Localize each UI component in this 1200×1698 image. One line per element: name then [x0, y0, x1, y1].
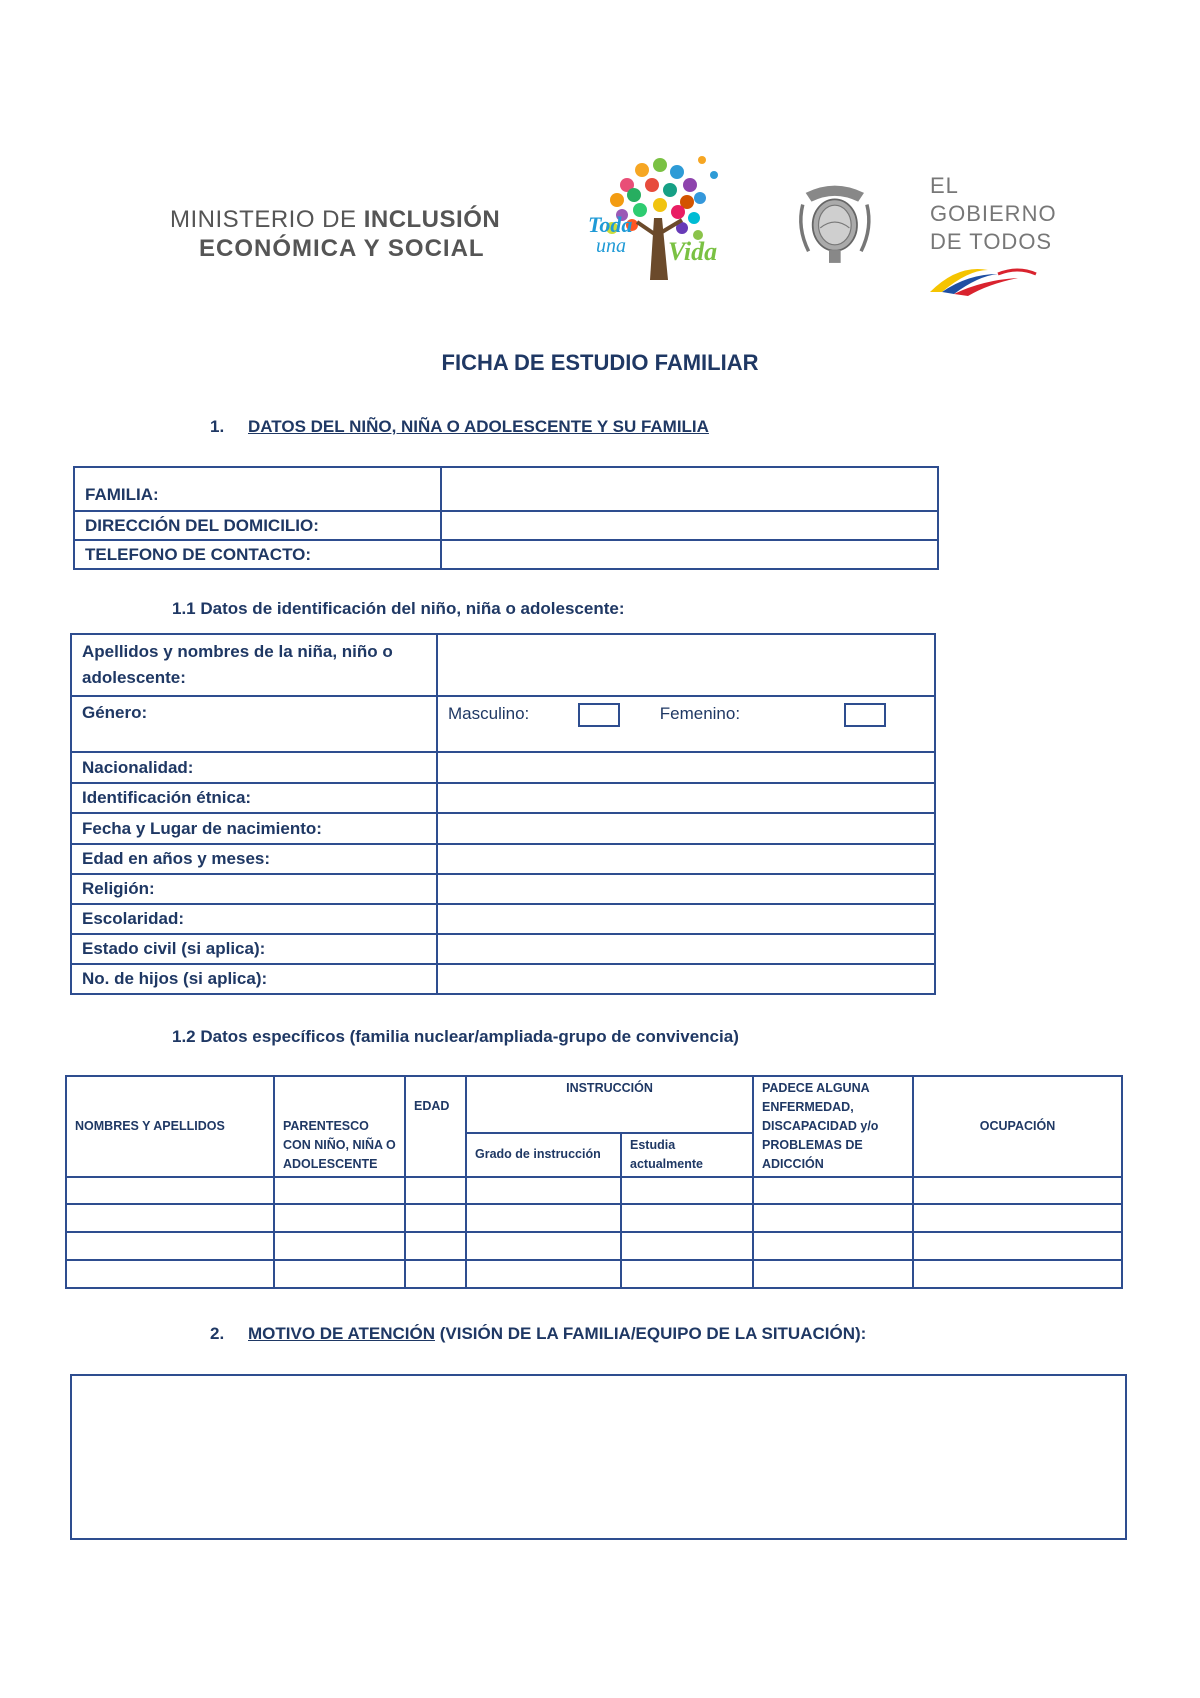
edad-value[interactable]	[437, 844, 935, 874]
cell[interactable]	[621, 1177, 753, 1204]
gender-label: Género:	[71, 696, 437, 752]
gender-options	[437, 696, 935, 752]
name-label: Apellidos y nombres de la niña, niño o adolescente:	[71, 634, 437, 696]
section2-heading	[210, 1324, 866, 1344]
gov-line2: GOBIERNO	[930, 201, 1057, 226]
section1-title: DATOS DEL NIÑO, NIÑA O ADOLESCENTE Y SU FAMILIA	[248, 417, 709, 436]
cell[interactable]	[753, 1232, 913, 1260]
ministry-line2: ECONÓMICA Y SOCIAL	[199, 235, 485, 262]
coat-of-arms-icon	[794, 150, 934, 300]
etnica-value[interactable]	[437, 783, 935, 813]
toda-una-vida-logo	[582, 140, 732, 290]
family-value[interactable]	[441, 467, 938, 511]
cell[interactable]	[405, 1232, 466, 1260]
table-row	[71, 904, 935, 934]
table-row	[66, 1260, 1122, 1288]
table-row	[74, 540, 938, 569]
phone-value[interactable]	[441, 540, 938, 569]
tree-logo-word-toda: Toda	[588, 212, 633, 237]
col-grado: Grado de instrucción	[466, 1133, 621, 1177]
section2-title-underlined: MOTIVO DE ATENCIÓN	[248, 1324, 435, 1343]
family-table	[73, 466, 939, 570]
cell[interactable]	[466, 1177, 621, 1204]
section1-number: 1.	[210, 417, 225, 436]
gobierno-de-todos-logo	[930, 172, 1057, 256]
cell[interactable]	[405, 1204, 466, 1232]
address-value[interactable]	[441, 511, 938, 540]
cell[interactable]	[466, 1232, 621, 1260]
femenino-label: Femenino:	[659, 704, 741, 724]
table-row	[71, 783, 935, 813]
cell[interactable]	[66, 1232, 274, 1260]
hijos-label: No. de hijos (si aplica):	[71, 964, 437, 994]
table-row	[74, 511, 938, 540]
cell[interactable]	[913, 1204, 1122, 1232]
ministry-logo	[170, 205, 500, 263]
cell[interactable]	[621, 1232, 753, 1260]
table-header-row	[66, 1076, 1122, 1133]
table-row	[71, 813, 935, 844]
tree-trunk-icon	[650, 218, 668, 280]
col-estudia: Estudia actualmente	[621, 1133, 753, 1177]
child-identification-table	[70, 633, 936, 995]
table-row	[71, 964, 935, 994]
cell[interactable]	[66, 1177, 274, 1204]
escolaridad-value[interactable]	[437, 904, 935, 934]
section2-title-rest: (VISIÓN DE LA FAMILIA/EQUIPO DE LA SITUACIÓN):	[435, 1324, 867, 1343]
col-nombres: NOMBRES Y APELLIDOS	[66, 1076, 274, 1177]
gov-line3: DE TODOS	[930, 229, 1053, 254]
cell[interactable]	[913, 1177, 1122, 1204]
cell[interactable]	[753, 1177, 913, 1204]
col-padece: PADECE ALGUNA ENFERMEDAD, DISCAPACIDAD y/o PROBLEMAS DE ADICCIÓN	[753, 1076, 913, 1177]
nacionalidad-value[interactable]	[437, 752, 935, 783]
nacimiento-label: Fecha y Lugar de nacimiento:	[71, 813, 437, 844]
cell[interactable]	[274, 1260, 405, 1288]
table-row	[71, 752, 935, 783]
hijos-value[interactable]	[437, 964, 935, 994]
masculino-label: Masculino:	[448, 704, 530, 724]
table-row	[66, 1232, 1122, 1260]
ministry-line1-light: MINISTERIO DE	[170, 206, 364, 233]
cell[interactable]	[913, 1260, 1122, 1288]
address-label: DIRECCIÓN DEL DOMICILIO:	[74, 511, 441, 540]
col-edad: EDAD	[405, 1076, 466, 1177]
table-row	[71, 634, 935, 696]
cell[interactable]	[66, 1204, 274, 1232]
col-parentesco: PARENTESCO CON NIÑO, NIÑA O ADOLESCENTE	[274, 1076, 405, 1177]
cell[interactable]	[466, 1204, 621, 1232]
cell[interactable]	[405, 1260, 466, 1288]
cell[interactable]	[66, 1260, 274, 1288]
masculino-checkbox[interactable]	[578, 703, 620, 727]
religion-label: Religión:	[71, 874, 437, 904]
flag-swoosh-icon	[928, 256, 1038, 296]
section2-number: 2.	[210, 1324, 225, 1343]
table-row	[71, 696, 935, 752]
cell[interactable]	[753, 1204, 913, 1232]
cell[interactable]	[274, 1204, 405, 1232]
nacionalidad-label: Nacionalidad:	[71, 752, 437, 783]
estado-civil-value[interactable]	[437, 934, 935, 964]
name-value[interactable]	[437, 634, 935, 696]
phone-label: TELEFONO DE CONTACTO:	[74, 540, 441, 569]
estado-civil-label: Estado civil (si aplica):	[71, 934, 437, 964]
religion-value[interactable]	[437, 874, 935, 904]
family-members-table	[65, 1075, 1123, 1289]
etnica-label: Identificación étnica:	[71, 783, 437, 813]
table-row	[71, 934, 935, 964]
motivo-textarea[interactable]	[70, 1374, 1127, 1540]
escolaridad-label: Escolaridad:	[71, 904, 437, 934]
ministry-line1-bold: INCLUSIÓN	[363, 206, 501, 233]
family-label: FAMILIA:	[74, 467, 441, 511]
cell[interactable]	[753, 1260, 913, 1288]
cell[interactable]	[466, 1260, 621, 1288]
table-row	[66, 1177, 1122, 1204]
cell[interactable]	[405, 1177, 466, 1204]
section1-2-heading: 1.2 Datos específicos (familia nuclear/ampliada-grupo de convivencia)	[172, 1027, 739, 1046]
femenino-checkbox[interactable]	[844, 703, 886, 727]
edad-label: Edad en años y meses:	[71, 844, 437, 874]
tree-logo-word-vida: Vida	[668, 237, 718, 266]
gov-line1: EL	[930, 173, 959, 198]
col-instruccion: INSTRUCCIÓN	[466, 1076, 753, 1133]
tree-logo-word-una: una	[596, 235, 626, 257]
cell[interactable]	[621, 1204, 753, 1232]
table-row	[71, 874, 935, 904]
cell[interactable]	[274, 1177, 405, 1204]
page-title: FICHA DE ESTUDIO FAMILIAR	[441, 350, 759, 375]
table-row	[71, 844, 935, 874]
table-row	[74, 467, 938, 511]
cell[interactable]	[621, 1260, 753, 1288]
nacimiento-value[interactable]	[437, 813, 935, 844]
cell[interactable]	[913, 1232, 1122, 1260]
section1-heading	[210, 417, 709, 437]
col-ocupacion: OCUPACIÓN	[913, 1076, 1122, 1177]
table-row	[66, 1204, 1122, 1232]
section1-1-heading: 1.1 Datos de identificación del niño, niña o adolescente:	[172, 599, 625, 618]
cell[interactable]	[274, 1232, 405, 1260]
